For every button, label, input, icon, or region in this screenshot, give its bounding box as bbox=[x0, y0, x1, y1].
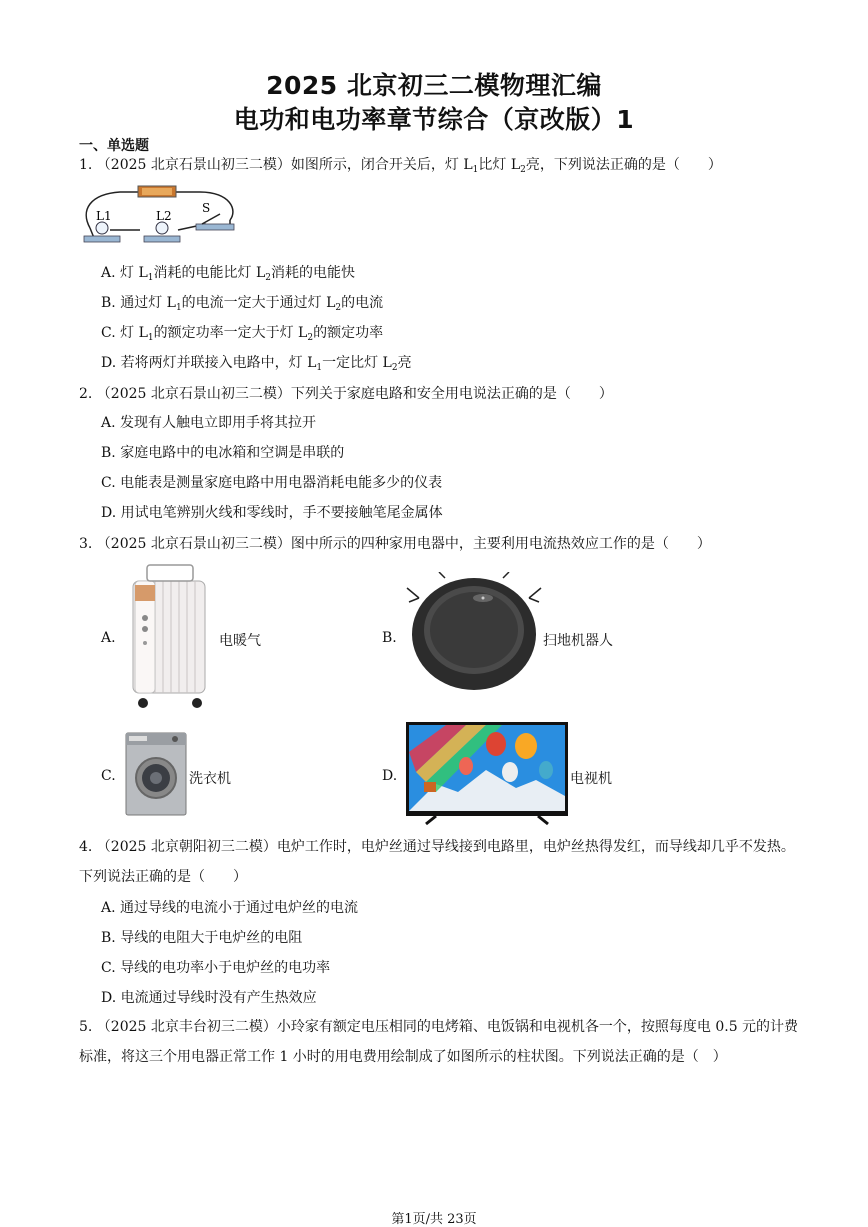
question-1-stem: 1. （2025 北京石景山初三二模）如图所示，闭合开关后，灯 $L_1$比灯 $L_2$亮，下列说法正确的是（ ） bbox=[79, 157, 722, 175]
q3-option-d-letter: D. bbox=[382, 768, 398, 784]
q2-option-b: B. 家庭电路中的电冰箱和空调是串联的 bbox=[101, 445, 345, 461]
q4-option-c: C. 导线的电功率小于电炉丝的电功率 bbox=[101, 960, 331, 976]
q3-option-d-label: 电视机 bbox=[570, 771, 612, 787]
q4-option-a: A. 通过导线的电流小于通过电炉丝的电流 bbox=[101, 900, 359, 916]
circuit-diagram bbox=[80, 180, 238, 248]
question-3-stem: 3. （2025 北京石景山初三二模）图中所示的四种家用电器中，主要利用电流热效应工作的是（ ） bbox=[79, 536, 711, 552]
q3-option-b-letter: B. bbox=[382, 630, 397, 646]
label-l1: L1 bbox=[96, 209, 112, 223]
q1-option-a: A. 灯 $L_1$消耗的电能比灯 $L_2$消耗的电能快 bbox=[101, 265, 355, 283]
washing-machine-image bbox=[125, 732, 187, 816]
q3-option-a-letter: A. bbox=[101, 630, 116, 646]
question-5-stem: 5. （2025 北京丰台初三二模）小玲家有额定电压相同的电烤箱、电饭锅和电视机各一个，按照每度电 0.5 元的计费标准，将这三个用电器正常工作 1 小时的用电费用绘制成了如图所示的柱状图。下列说法正确的是（ ） bbox=[79, 1019, 799, 1065]
q4-option-d: D. 电流通过导线时没有产生热效应 bbox=[101, 990, 317, 1006]
label-s: S bbox=[202, 201, 211, 215]
q1-option-b: B. 通过灯 $L_1$的电流一定大于通过灯 $L_2$的电流 bbox=[101, 295, 384, 313]
label-l2: L2 bbox=[156, 209, 172, 223]
q2-option-d: D. 用试电笔辨别火线和零线时，手不要接触笔尾金属体 bbox=[101, 505, 443, 521]
q3-option-b-label: 扫地机器人 bbox=[543, 633, 613, 649]
page-footer: 第1页/共 23页 bbox=[391, 1212, 477, 1227]
q1-option-d: D. 若将两灯并联接入电路中，灯 $L_1$一定比灯 $L_2$亮 bbox=[101, 355, 412, 373]
question-2-stem: 2. （2025 北京石景山初三二模）下列关于家庭电路和安全用电说法正确的是（ ） bbox=[79, 386, 613, 402]
q3-option-a-label: 电暖气 bbox=[219, 633, 261, 649]
q1-option-c: C. 灯 $L_1$的额定功率一定大于灯 $L_2$的额定功率 bbox=[101, 325, 384, 343]
question-4-stem: 4. （2025 北京朝阳初三二模）电炉工作时，电炉丝通过导线接到电路里，电炉丝热得发红，而导线却几乎不发热。下列说法正确的是（ ） bbox=[79, 839, 795, 885]
q4-option-b: B. 导线的电阻大于电炉丝的电阻 bbox=[101, 930, 303, 946]
section-heading: 一、单选题 bbox=[79, 138, 149, 154]
television-image bbox=[406, 722, 568, 826]
page-title-line1: 2025 北京初三二模物理汇编 bbox=[266, 71, 602, 100]
electric-heater-image bbox=[125, 563, 213, 710]
q3-option-c-letter: C. bbox=[101, 768, 116, 784]
robot-vacuum-image bbox=[405, 572, 543, 694]
q2-option-a: A. 发现有人触电立即用手将其拉开 bbox=[101, 415, 317, 431]
q3-option-c-label: 洗衣机 bbox=[189, 771, 231, 787]
q2-option-c: C. 电能表是测量家庭电路中用电器消耗电能多少的仪表 bbox=[101, 475, 443, 491]
page-title-line2: 电功和电功率章节综合（京改版）1 bbox=[233, 105, 635, 134]
